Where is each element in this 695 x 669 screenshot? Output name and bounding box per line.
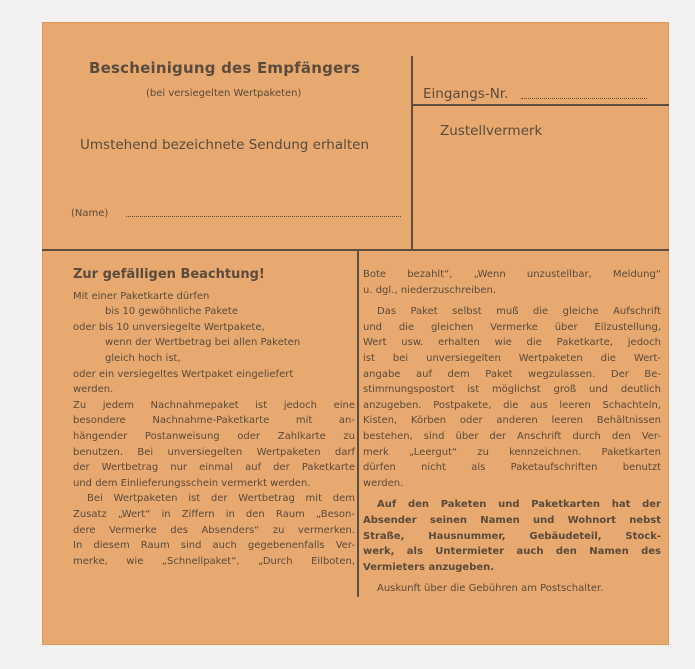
name-label: (Name) <box>71 208 109 219</box>
text-line: Auf den Paketen und Paketkarten hat der <box>377 499 661 511</box>
text-line: Zusatz „Wert“ in Ziffern in den Raum „Beson- <box>73 508 355 520</box>
text-line: bis 10 gewöhnliche Pakete <box>105 306 238 318</box>
text-line: ist bei unversiegelten Wertpaketen die Wert- <box>363 352 661 364</box>
text-line: u. dgl., niederzuschreiben. <box>363 284 497 296</box>
text-line: Absender seinen Namen und Wohnort nebst <box>363 514 661 526</box>
left-column <box>73 267 355 569</box>
text-line: Vermieters anzugeben. <box>363 561 495 573</box>
text-line: hängender Postanweisung oder Zahlkarte zu <box>73 430 355 442</box>
text-line: wenn der Wertbetrag bei allen Paketen <box>105 337 301 349</box>
text-line: merke, wie „Schnellpaket“, „Durch Eilboten, <box>73 555 355 567</box>
text-line: oder ein versiegeltes Wertpaket eingeliefert <box>73 368 294 380</box>
text-line: der Wertbetrag nur einmal auf der Paketkarte <box>73 462 355 474</box>
page-title: Bescheinigung des Empfängers <box>89 59 361 77</box>
text-line: benutzen. Bei unversiegelten Wertpaketen darf <box>73 446 355 458</box>
text-line: Bei Wertpaketen ist der Wertbetrag mit dem <box>87 493 355 505</box>
text-line: Auskunft über die Gebühren am Postschalter. <box>377 583 604 595</box>
received-text: Umstehend bezeichnete Sendung erhalten <box>80 137 370 153</box>
text-line: oder bis 10 unversiegelte Wertpakete, <box>73 321 265 333</box>
text-line: gleich hoch ist, <box>105 352 181 364</box>
eingangs-rule <box>411 104 669 106</box>
notice-heading: Zur gefälligen Beachtung! <box>73 267 265 282</box>
section-rule <box>42 249 669 251</box>
text-line: Straße, Hausnummer, Gebäudeteil, Stock- <box>363 530 661 542</box>
text-line: werden. <box>363 477 404 489</box>
text-line: dere Vermerke des Absenders“ zu vermerken. <box>73 524 355 536</box>
eingangs-line <box>521 98 647 99</box>
zustell-label: Zustellvermerk <box>440 123 543 139</box>
text-line: merk „Leergut“ zu kennzeichnen. Paketkarten <box>363 446 661 458</box>
right-column <box>363 267 661 597</box>
column-divider <box>357 251 359 597</box>
text-line: Mit einer Paketkarte dürfen <box>73 290 210 302</box>
text-line: anzugeben. Postpakete, die aus leeren Schachteln, <box>363 399 661 411</box>
text-line: und dem Einlieferungsschein vermerkt werden. <box>73 477 311 489</box>
text-line: stimmungspostort ist möglichst groß und deutlich <box>363 384 661 396</box>
text-line: dürfen nicht als Paketaufschriften benutzt <box>363 462 661 474</box>
text-line: Kisten, Körben oder anderen leeren Behältnissen <box>363 415 661 427</box>
eingangs-label: Eingangs-Nr. <box>423 86 509 102</box>
text-line: In diesem Raum sind auch gegebenenfalls Ver- <box>73 540 355 552</box>
name-line <box>126 216 401 217</box>
text-line: Bote bezahlt“, „Wenn unzustellbar, Meldung“ <box>363 269 661 280</box>
text-line: angabe auf dem Paket wegzulassen. Der Be- <box>363 368 661 380</box>
header-divider <box>411 56 413 251</box>
text-line: und die gleichen Vermerke über Eilzustellung, <box>363 321 661 333</box>
subtitle: (bei versiegelten Wertpaketen) <box>146 88 302 99</box>
text-line: werk, als Untermieter auch den Namen des <box>363 546 661 558</box>
text-line: besondere Nachnahme-Paketkarte mit an- <box>73 415 355 427</box>
text-line: werden. <box>73 384 114 396</box>
text-line: Zu jedem Nachnahmepaket ist jedoch eine <box>73 399 355 411</box>
text-line: Wert usw. erhalten wie die Paketkarte, jedoch <box>363 337 661 349</box>
text-line: Das Paket selbst muß die gleiche Aufschrift <box>377 306 661 318</box>
parcel-card <box>42 22 669 645</box>
text-line: bestehen, sind über der Anschrift durch den Ver- <box>363 430 661 442</box>
